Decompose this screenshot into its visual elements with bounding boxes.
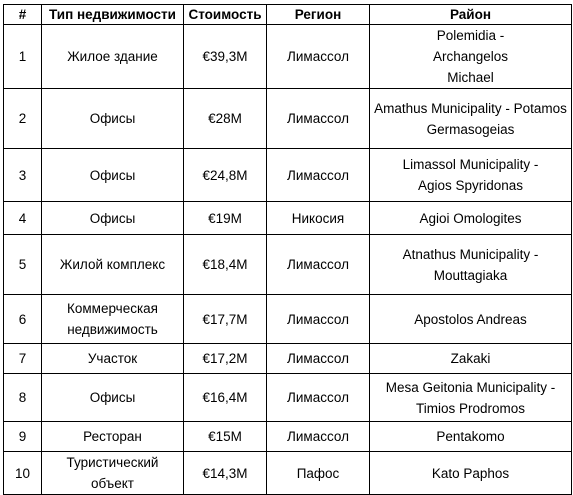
cell-type: Жилой комплекс <box>42 235 184 295</box>
table-row <box>4 422 572 452</box>
cell-num: 2 <box>4 89 42 149</box>
cell-price: €28M <box>184 89 267 149</box>
table-row <box>4 202 572 235</box>
cell-district: Agioi Omologites <box>370 202 572 235</box>
cell-price: €17,2M <box>184 344 267 374</box>
cell-region: Лимассол <box>267 374 370 422</box>
cell-num: 8 <box>4 374 42 422</box>
header-price: Стоимость <box>184 5 267 25</box>
cell-district: Pentakomo <box>370 422 572 452</box>
cell-price: €17,7M <box>184 295 267 344</box>
cell-price: €15M <box>184 422 267 452</box>
cell-type: Офисы <box>42 149 184 202</box>
cell-district: Kato Paphos <box>370 452 572 495</box>
cell-type: Офисы <box>42 374 184 422</box>
cell-district: Mesa Geitonia Municipality - Timios Prodromos <box>370 374 572 422</box>
cell-num: 5 <box>4 235 42 295</box>
header-row <box>4 5 572 25</box>
cell-region: Лимассол <box>267 344 370 374</box>
cell-num: 3 <box>4 149 42 202</box>
cell-region: Пафос <box>267 452 370 495</box>
cell-type: Ресторан <box>42 422 184 452</box>
cell-price: €18,4M <box>184 235 267 295</box>
cell-price: €16,4M <box>184 374 267 422</box>
cell-type: Офисы <box>42 89 184 149</box>
table-row <box>4 25 572 89</box>
cell-region: Лимассол <box>267 89 370 149</box>
cell-region: Лимассол <box>267 25 370 89</box>
cell-price: €19M <box>184 202 267 235</box>
cell-region: Лимассол <box>267 422 370 452</box>
cell-price: €14,3M <box>184 452 267 495</box>
cell-num: 1 <box>4 25 42 89</box>
cell-type: Офисы <box>42 202 184 235</box>
cell-num: 6 <box>4 295 42 344</box>
cell-num: 9 <box>4 422 42 452</box>
table-row <box>4 149 572 202</box>
cell-district: Zakaki <box>370 344 572 374</box>
cell-district: Polemidia - Archangelos Michael <box>370 25 572 89</box>
cell-district: Amathus Municipality - Potamos Germasogeias <box>370 89 572 149</box>
cell-region: Никосия <box>267 202 370 235</box>
cell-price: €24,8M <box>184 149 267 202</box>
cell-type: Туристический объект <box>42 452 184 495</box>
table-row <box>4 374 572 422</box>
cell-region: Лимассол <box>267 295 370 344</box>
cell-num: 7 <box>4 344 42 374</box>
cell-district: Atnathus Municipality - Mouttagiaka <box>370 235 572 295</box>
cell-num: 4 <box>4 202 42 235</box>
header-type: Тип недвижимости <box>42 5 184 25</box>
cell-district: Limassol Municipality - Agios Spyridonas <box>370 149 572 202</box>
table-row <box>4 89 572 149</box>
cell-price: €39,3M <box>184 25 267 89</box>
cell-type: Коммерческая недвижимость <box>42 295 184 344</box>
cell-type: Жилое здание <box>42 25 184 89</box>
cell-region: Лимассол <box>267 235 370 295</box>
table-row <box>4 452 572 495</box>
cell-num: 10 <box>4 452 42 495</box>
header-num: # <box>4 5 42 25</box>
header-district: Район <box>370 5 572 25</box>
table-row <box>4 235 572 295</box>
cell-type: Участок <box>42 344 184 374</box>
header-region: Регион <box>267 5 370 25</box>
cell-district: Apostolos Andreas <box>370 295 572 344</box>
cell-region: Лимассол <box>267 149 370 202</box>
table-row <box>4 344 572 374</box>
table-row <box>4 295 572 344</box>
property-table <box>3 4 572 495</box>
